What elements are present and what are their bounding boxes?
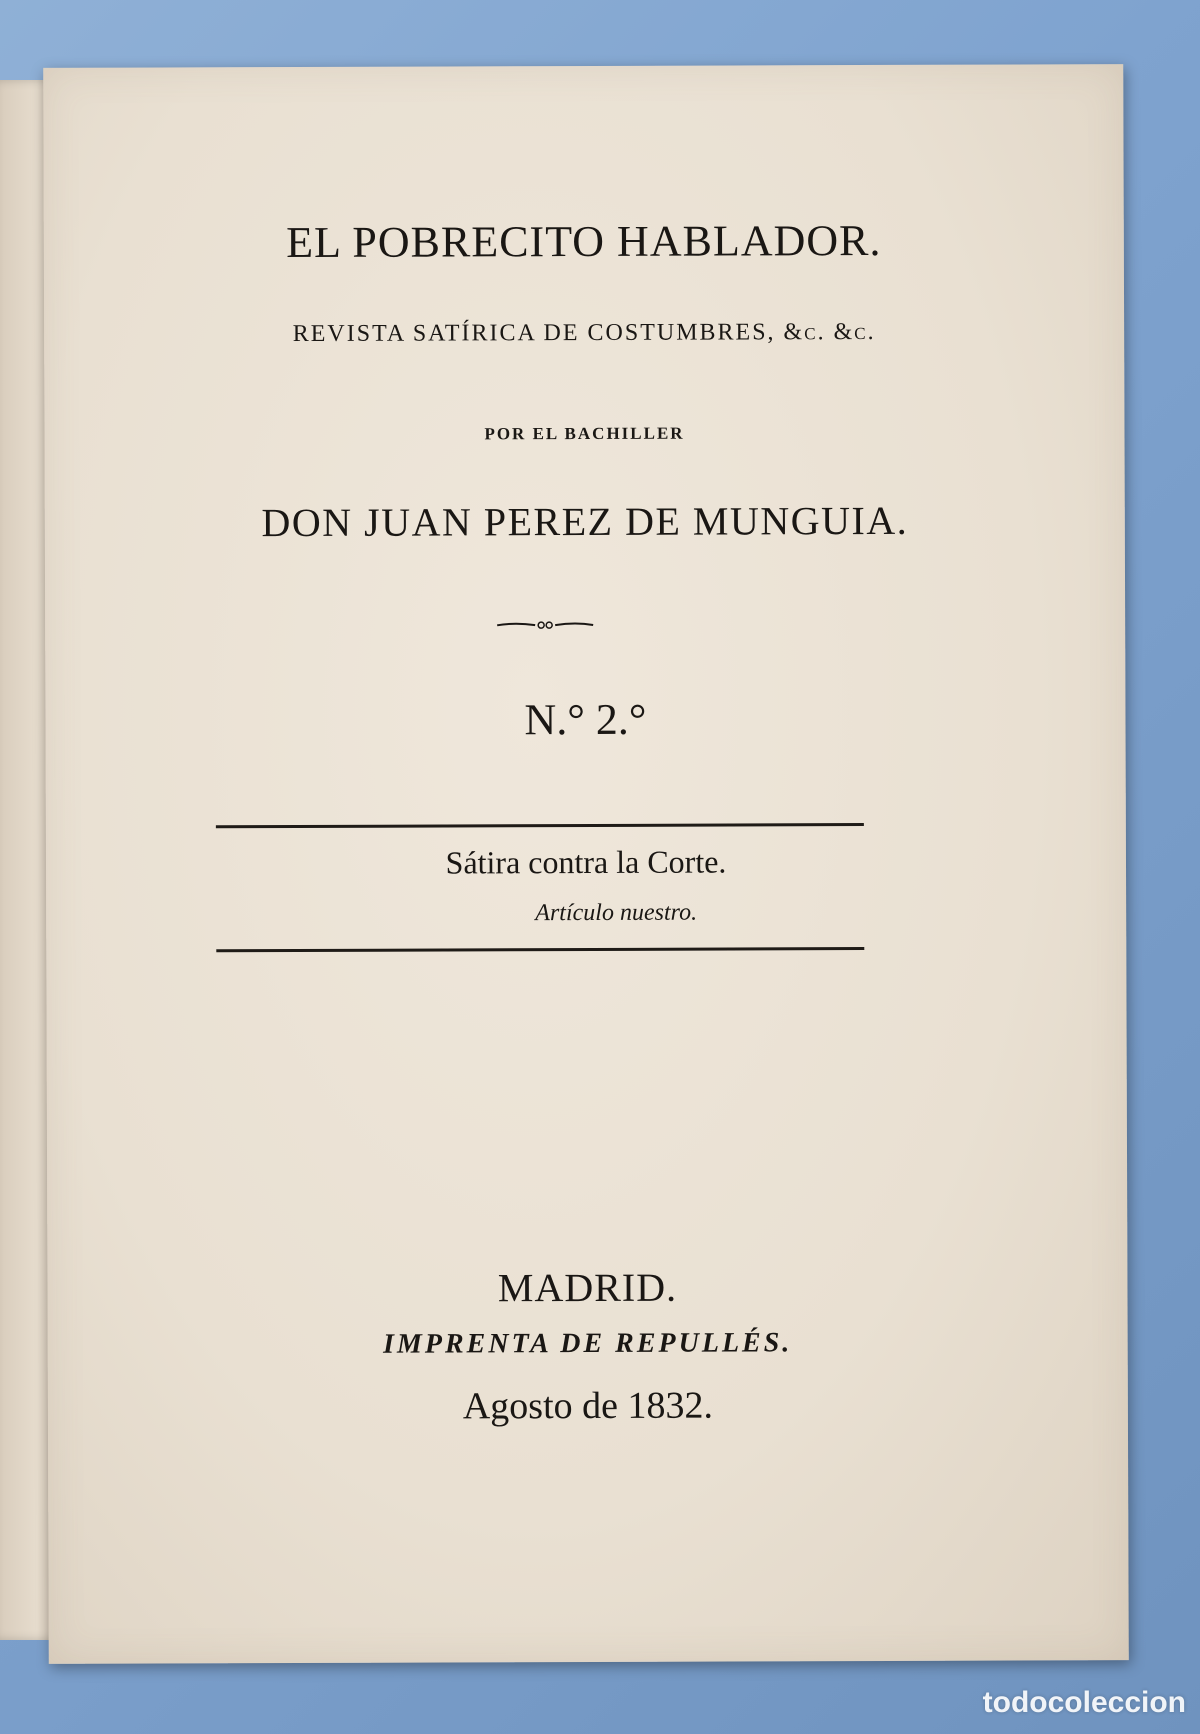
imprint-printer: IMPRENTA DE REPULLÉS. bbox=[383, 1327, 793, 1360]
imprint-city: MADRID. bbox=[497, 1264, 678, 1311]
top-rule bbox=[216, 823, 864, 828]
issue-number: N.° 2.° bbox=[524, 694, 647, 745]
article-note: Artículo nuestro. bbox=[535, 899, 698, 927]
ornament-divider-icon bbox=[495, 618, 595, 632]
byline: POR EL BACHILLER bbox=[484, 423, 685, 444]
bottom-rule bbox=[216, 947, 864, 952]
author-name: DON JUAN PEREZ DE MUNGUIA. bbox=[261, 497, 909, 546]
satire-title: Sátira contra la Corte. bbox=[445, 843, 727, 881]
imprint-date: Agosto de 1832. bbox=[462, 1384, 714, 1428]
title-page bbox=[43, 64, 1129, 1664]
periodical-title: EL POBRECITO HABLADOR. bbox=[286, 215, 882, 268]
periodical-subtitle: REVISTA SATÍRICA DE COSTUMBRES, &c. &c. bbox=[292, 318, 876, 348]
watermark-logo: todocoleccion bbox=[982, 1686, 1186, 1719]
